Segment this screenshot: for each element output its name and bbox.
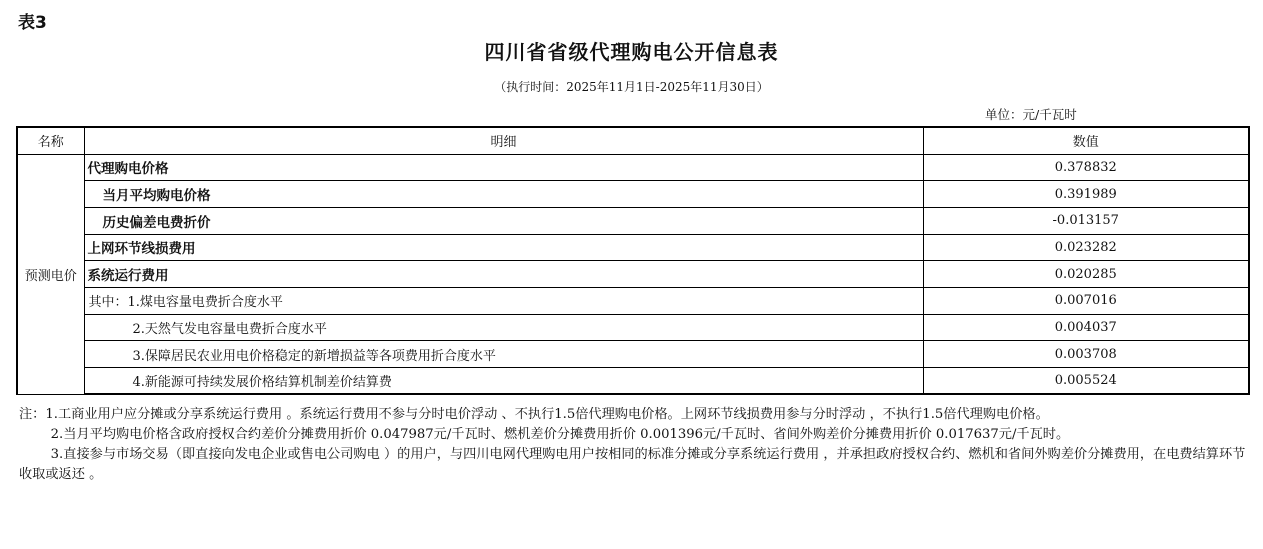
row-value-new-energy: 0.005524: [923, 368, 1249, 395]
row-label-residential-agri: 3.保障居民农业用电价格稳定的新增损益等各项费用折合度水平: [84, 341, 923, 368]
column-header-name: 名称: [17, 127, 84, 154]
column-header-value: 数值: [923, 127, 1249, 154]
row-value-historical-deviation: -0.013157: [923, 207, 1249, 234]
table-row: [17, 287, 1249, 314]
price-info-table: [16, 126, 1250, 395]
table-row: [17, 314, 1249, 341]
table-number-label: 表3: [18, 13, 47, 33]
table-row: [17, 234, 1249, 261]
table-row: [17, 341, 1249, 368]
row-label-gas-capacity: 2.天然气发电容量电费折合度水平: [84, 314, 923, 341]
row-value-gas-capacity: 0.004037: [923, 314, 1249, 341]
note-3: 3.直接参与市场交易（即直接向发电企业或售电公司购电 ）的用户，与四川电网代理购电用户按相同的标准分摊或分享系统运行费用 ，并承担政府授权合约、燃机和省间外购差价分摊费用，在电费结算环节收取或返还 。: [19, 447, 1246, 482]
row-label-agent-price: 代理购电价格: [84, 154, 923, 181]
row-value-line-loss: 0.023282: [923, 234, 1249, 261]
table-row: [17, 181, 1249, 208]
row-label-coal-capacity: 其中：1.煤电容量电费折合度水平: [84, 287, 923, 314]
unit-label: 单位：元/千瓦时: [985, 107, 1077, 122]
note-1: 注：1.工商业用户应分摊或分享系统运行费用 。系统运行费用不参与分时电价浮动 、不执行1.5倍代理购电价格。上网环节线损费用参与分时浮动 ，不执行1.5倍代理购电价格。: [19, 407, 1049, 422]
table-header-row: [17, 127, 1249, 154]
table-row: [17, 207, 1249, 234]
row-value-coal-capacity: 0.007016: [923, 287, 1249, 314]
table-row: [17, 154, 1249, 181]
row-label-new-energy: 4.新能源可持续发展价格结算机制差价结算费: [84, 368, 923, 395]
row-value-residential-agri: 0.003708: [923, 341, 1249, 368]
document-title: 四川省省级代理购电公开信息表: [484, 40, 779, 64]
execution-period: （执行时间：2025年11月1日-2025年11月30日）: [494, 80, 769, 94]
row-value-system-operation: 0.020285: [923, 261, 1249, 288]
row-label-system-operation: 系统运行费用: [84, 261, 923, 288]
note-2: 2.当月平均购电价格含政府授权合约差价分摊费用折价 0.047987元/千瓦时、燃机差价分摊费用折价 0.001396元/千瓦时、省间外购差价分摊费用折价 0.017637元/千瓦时。: [50, 427, 1070, 442]
row-label-line-loss: 上网环节线损费用: [84, 234, 923, 261]
row-label-historical-deviation: 历史偏差电费折价: [84, 207, 923, 234]
row-value-agent-price: 0.378832: [923, 154, 1249, 181]
category-cell: 预测电价: [17, 154, 84, 394]
column-header-detail: 明细: [84, 127, 923, 154]
row-value-monthly-avg-price: 0.391989: [923, 181, 1249, 208]
notes-section: [19, 405, 1247, 485]
row-label-monthly-avg-price: 当月平均购电价格: [84, 181, 923, 208]
table-row: [17, 368, 1249, 395]
table-row: [17, 261, 1249, 288]
